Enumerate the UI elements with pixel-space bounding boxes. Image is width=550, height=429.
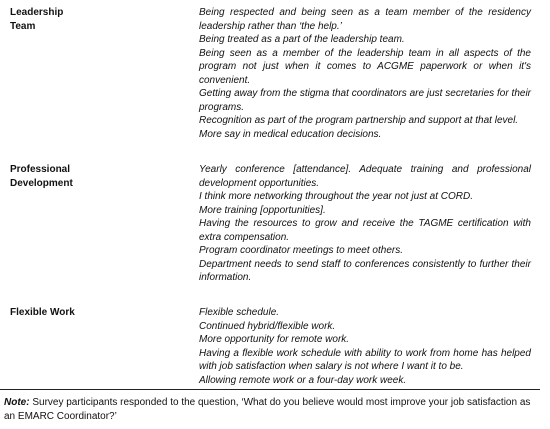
category-line: Professional [10, 164, 71, 175]
response-item: Being respected and being seen as a team member of the residency leadership rather than ‘the help.’ [199, 7, 531, 32]
response-item: Getting away from the stigma that coordinators are just secretaries for their programs. [199, 88, 531, 113]
response-item: Program coordinator meetings to meet others. [199, 245, 403, 256]
category-line: Leadership [10, 7, 64, 18]
category-line: Team [10, 20, 36, 32]
category-label [10, 6, 180, 33]
response-item: Flexible schedule. [199, 307, 280, 318]
response-item: Allowing remote work or a four-day work week. [199, 374, 407, 386]
table-note [4, 396, 544, 424]
response-item: Having the resources to grow and receive the TAGME certification with extra compensation. [199, 218, 531, 243]
note-label: Note: [4, 397, 30, 408]
category-label [10, 306, 180, 320]
note-text: Survey participants responded to the question, ‘What do you believe would most improve your job satisfaction as an EMARC Coordinator?’ [4, 397, 531, 422]
response-item: Department needs to send staff to conferences consistently to further their information. [199, 258, 531, 283]
response-item: Having a flexible work schedule with ability to work from home has helped with job satisfaction when salary is not where I want it to be. [199, 347, 531, 372]
response-item: Being treated as a part of the leadership team. [199, 34, 405, 45]
category-line: Development [10, 177, 73, 189]
response-item: Continued hybrid/flexible work. [199, 320, 336, 332]
response-item: Recognition as part of the program partnership and support at that level. [199, 115, 519, 126]
category-line: Flexible Work [10, 307, 75, 318]
response-list [199, 163, 531, 285]
response-item: More training [opportunities]. [199, 204, 326, 216]
category-label [10, 163, 180, 190]
response-item: Yearly conference [attendance]. Adequate training and professional development opportunities. [199, 164, 531, 189]
response-item: More opportunity for remote work. [199, 334, 350, 345]
table-bottom-rule [0, 389, 540, 390]
response-item: I think more networking throughout the year not just at CORD. [199, 191, 474, 202]
response-list [199, 306, 531, 387]
response-list [199, 6, 531, 141]
response-item: More say in medical education decisions. [199, 128, 382, 140]
response-item: Being seen as a member of the leadership team in all aspects of the program not just when it comes to ACGME paperwork or when it's convenient. [199, 47, 531, 86]
